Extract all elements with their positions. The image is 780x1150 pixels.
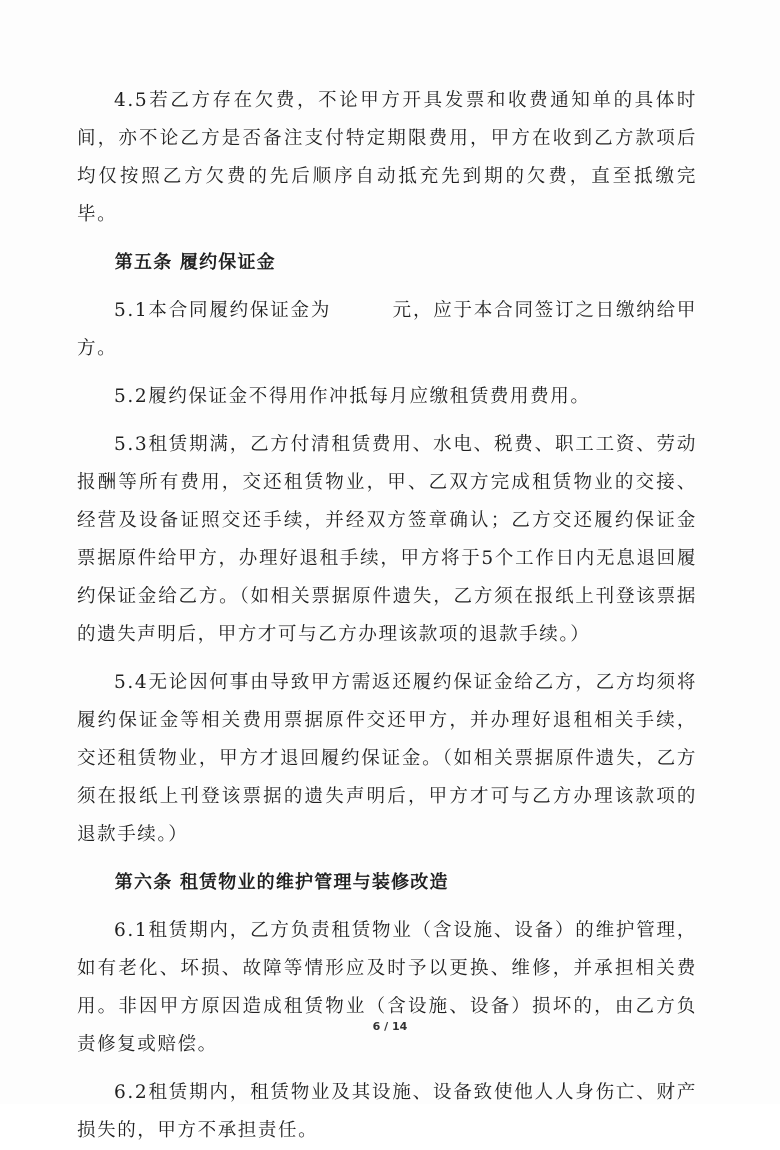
clause-5-1: 5.1本合同履约保证金为 元，应于本合同签订之日缴纳给甲方。 [77,300,697,359]
clause-5-2: 5.2履约保证金不得用作冲抵每月应缴租赁费用费用。 [114,386,591,407]
clause-5-3: 5.3租赁期满，乙方付清租赁费用、水电、税费、职工工资、劳动报酬等所有费用，交还租赁物业，甲、乙双方完成租赁物业的交接、经营及设备证照交还手续，并经双方签章确认；乙方交还履约保证金票据原件给甲方，办理好退租手续，甲方将于5个工作日内无息退回履约保证金给乙方。（如相关票据原件遗失，乙方须在报纸上刊登该票据的遗失声明后，甲方才可与乙方办理该款项的退款手续。） [77,434,697,645]
clause-5-4: 5.4无论因何事由导致甲方需返还履约保证金给乙方，乙方均须将履约保证金等相关费用票据原件交还甲方，并办理好退租相关手续，交还租赁物业，甲方才退回履约保证金。（如相关票据原件遗失，乙方须在报纸上刊登该票据的遗失声明后，甲方才可与乙方办理该款项的退款手续。） [77,672,697,845]
clause-6-2: 6.2租赁期内，租赁物业及其设施、设备致使他人人身伤亡、财产损失的，甲方不承担责任。 [77,1082,697,1141]
clause-4-5: 4.5若乙方存在欠费，不论甲方开具发票和收费通知单的具体时间，亦不论乙方是否备注支付特定期限费用，甲方在收到乙方款项后均仅按照乙方欠费的先后顺序自动抵充先到期的欠费，直至抵缴完毕。 [77,90,697,225]
document-body [77,82,697,1150]
page-number: 6 / 14 [372,1020,408,1033]
article-5-heading: 第五条 履约保证金 [114,252,276,273]
clause-6-1: 6.1租赁期内，乙方负责租赁物业（含设施、设备）的维护管理，如有老化、坏损、故障等情形应及时予以更换、维修，并承担相关费用。非因甲方原因造成租赁物业（含设施、设备）损坏的，由乙方负责修复或赔偿。 [77,920,697,1055]
article-6-heading: 第六条 租赁物业的维护管理与装修改造 [114,872,449,893]
